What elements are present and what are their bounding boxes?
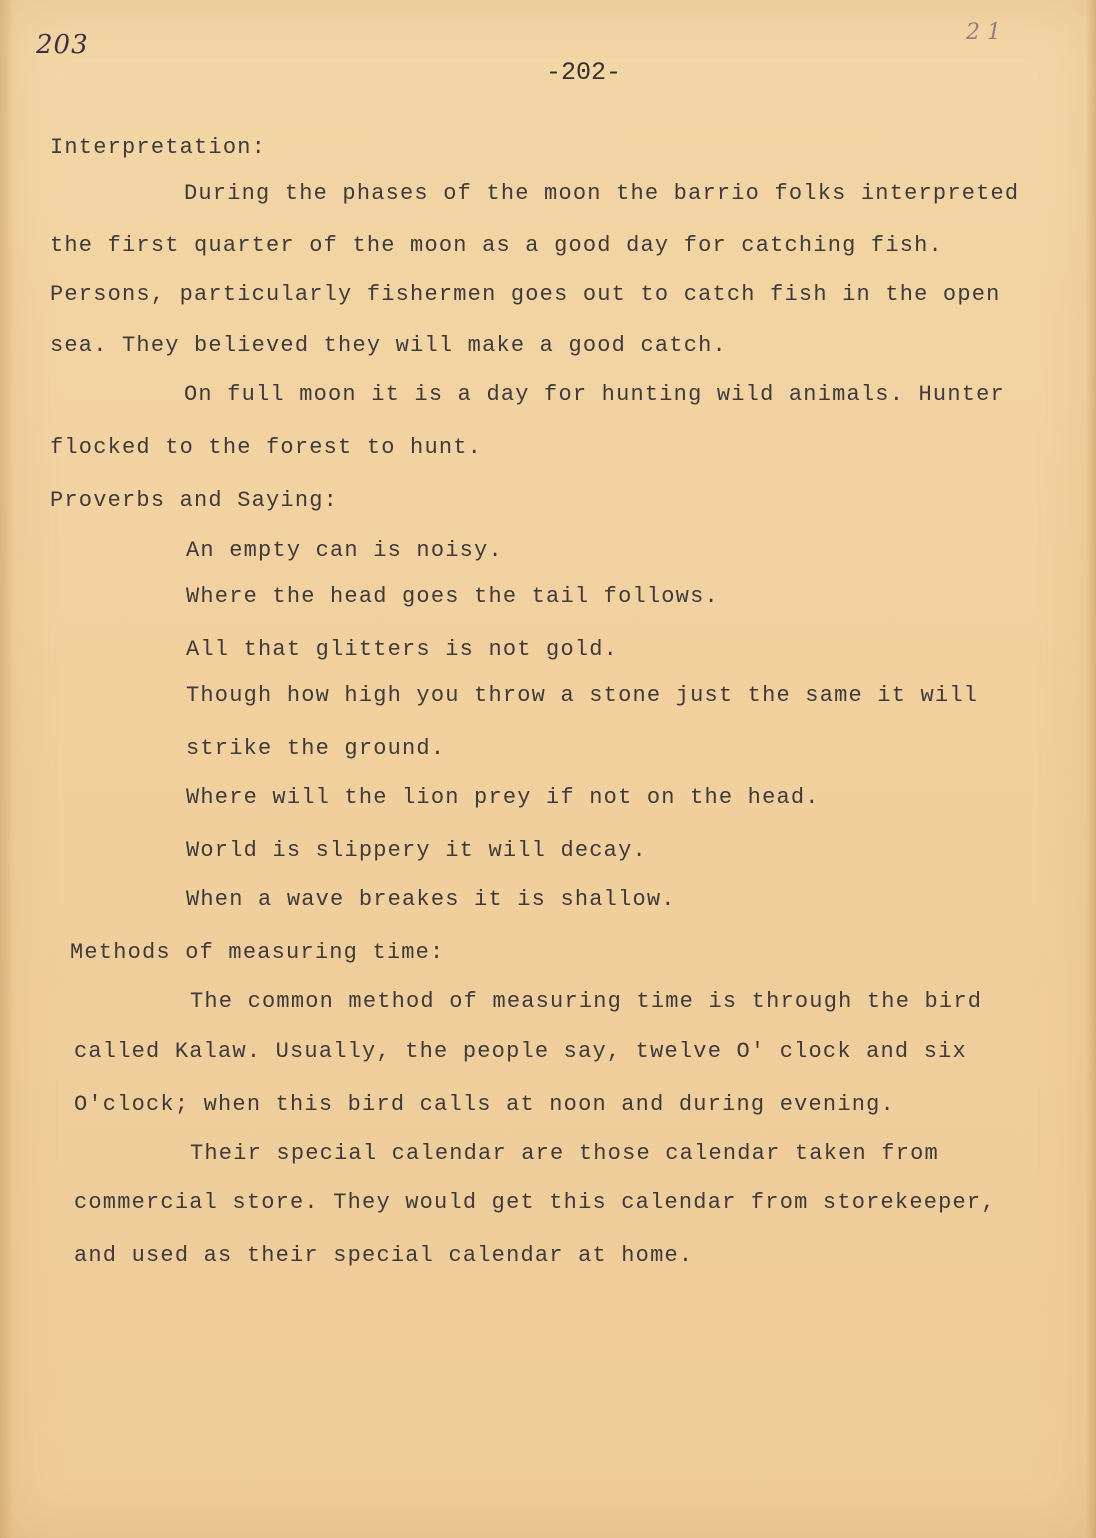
section-heading-interpretation: Interpretation: [50, 135, 267, 160]
paragraph-line: the first quarter of the moon as a good day for catching fish. [50, 233, 943, 258]
paragraph-line: and used as their special calendar at home. [74, 1243, 694, 1268]
paragraph-line: The common method of measuring time is through the bird [190, 989, 983, 1014]
proverb-line: When a wave breakes it is shallow. [186, 887, 676, 912]
section-heading-methods: Methods of measuring time: [70, 940, 445, 965]
paragraph-line: O'clock; when this bird calls at noon and during evening. [74, 1092, 895, 1117]
proverb-line: Where will the lion prey if not on the head. [186, 785, 820, 810]
paragraph-line: flocked to the forest to hunt. [50, 435, 483, 460]
paragraph-line: Their special calendar are those calendar taken from [190, 1141, 939, 1166]
page-number: -202- [546, 58, 622, 87]
paragraph-line: called Kalaw. Usually, the people say, twelve O' clock and six [74, 1039, 967, 1064]
paragraph-line: During the phases of the moon the barrio folks interpreted [184, 181, 1020, 206]
proverb-line: Though how high you throw a stone just the same it will [186, 683, 979, 708]
proverb-line: An empty can is noisy. [186, 538, 503, 563]
handwritten-page-number: 203 [36, 30, 89, 60]
handwritten-corner-mark: 2 1 [966, 20, 1001, 45]
paragraph-line: sea. They believed they will make a good catch. [50, 333, 727, 358]
paragraph-line: On full moon it is a day for hunting wild animals. Hunter [184, 382, 1005, 407]
proverb-line: World is slippery it will decay. [186, 838, 647, 863]
proverb-line: All that glitters is not gold. [186, 637, 619, 662]
paragraph-line: commercial store. They would get this calendar from storekeeper, [74, 1190, 996, 1215]
proverb-line: Where the head goes the tail follows. [186, 584, 719, 609]
paragraph-line: Persons, particularly fishermen goes out to catch fish in the open [50, 282, 1001, 307]
section-heading-proverbs: Proverbs and Saying: [50, 488, 339, 513]
proverb-line: strike the ground. [186, 736, 446, 761]
